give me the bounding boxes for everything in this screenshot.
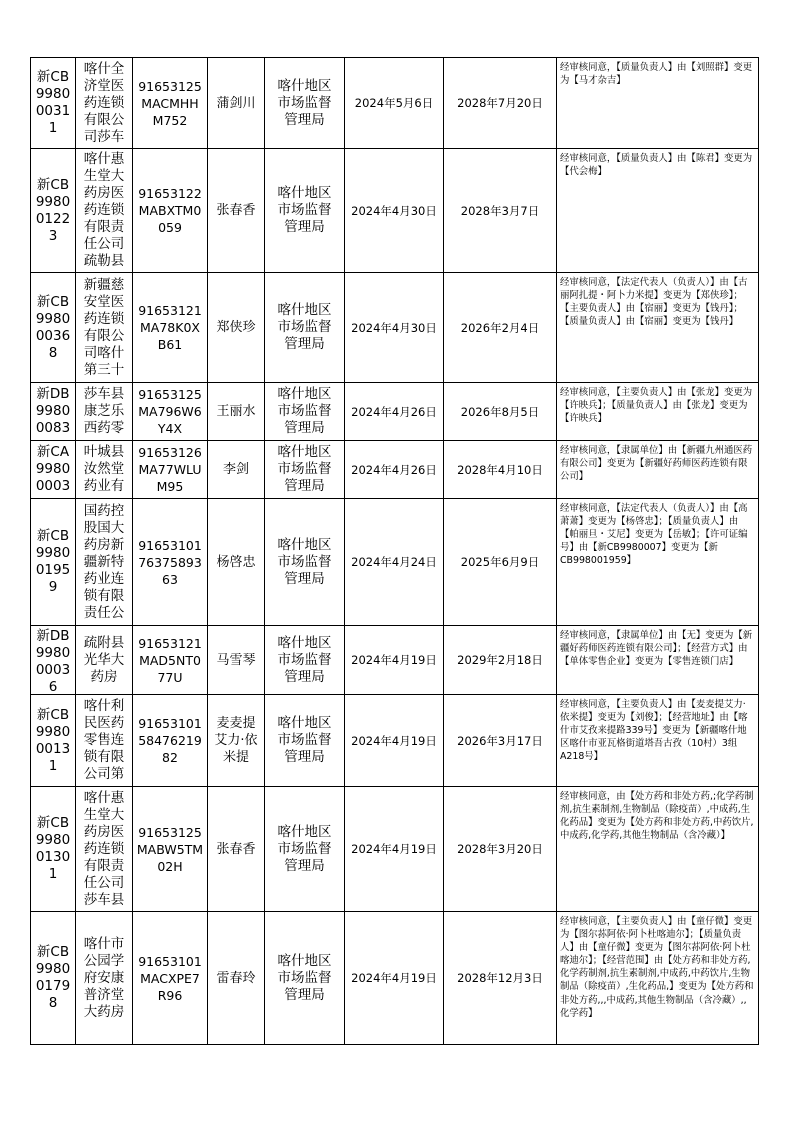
issuing-authority: 喀什地区市场监督管理局 bbox=[277, 823, 332, 874]
license-number: 新CB99800122 3 bbox=[35, 176, 71, 244]
company-name: 新疆慈安堂医药连锁有限公司喀什第三十 bbox=[83, 276, 125, 378]
issuing-authority: 喀什地区市场监督管理局 bbox=[277, 715, 332, 765]
legal-person: 麦麦提艾力·依米提 bbox=[214, 716, 258, 765]
change-note: 经审核同意，由【处方药和非处方药,;化学药制剂,抗生素制剂,生物制品（除疫苗）,中成药,生化药品】变更为【处方药和非处方药,中药饮片,中成药,化学药,其他生物制品（含冷藏）】 bbox=[560, 791, 754, 842]
table-row bbox=[31, 58, 759, 149]
expiry-date-cell bbox=[444, 383, 557, 441]
change-date-cell bbox=[345, 273, 444, 383]
change-note-cell bbox=[557, 149, 759, 273]
expiry-date: 2028年7月20日 bbox=[457, 96, 543, 110]
issuing-authority: 喀什地区市场监督管理局 bbox=[277, 77, 332, 128]
credit-code-cell bbox=[133, 149, 208, 273]
issuing-authority: 喀什地区市场监督管理局 bbox=[277, 444, 332, 494]
change-note-cell bbox=[557, 787, 759, 912]
license-number-cell bbox=[31, 787, 76, 912]
issuing-authority-cell bbox=[265, 149, 345, 273]
change-date-cell bbox=[345, 626, 444, 695]
legal-person: 李剑 bbox=[222, 462, 249, 477]
legal-person-cell bbox=[208, 499, 265, 626]
legal-person-cell bbox=[208, 695, 265, 787]
legal-person: 雷春玲 bbox=[216, 970, 256, 986]
license-number-cell bbox=[31, 499, 76, 626]
expiry-date-cell bbox=[444, 499, 557, 626]
company-name: 喀什惠生堂大药房医药连锁有限责任公司莎车县 bbox=[83, 789, 125, 908]
change-note: 经审核同意，【质量负责人】由【陈君】变更为【代会梅】 bbox=[560, 153, 753, 178]
credit-code-cell bbox=[133, 383, 208, 441]
change-note-cell bbox=[557, 58, 759, 149]
change-date: 2024年4月30日 bbox=[351, 320, 437, 335]
company-name: 喀什全济堂医药连锁有限公司莎车 bbox=[83, 60, 125, 145]
license-change-table bbox=[30, 57, 759, 1045]
company-name-cell bbox=[76, 383, 133, 441]
issuing-authority-cell bbox=[265, 695, 345, 787]
legal-person-cell bbox=[208, 383, 265, 441]
license-number-cell bbox=[31, 273, 76, 383]
credit-code: 91653121MA78K0XB61 bbox=[138, 303, 202, 352]
change-note: 经审核同意，【隶属单位】由【无】变更为【新疆好药师医药连锁有限公司】；【经营方式】由【单体零售企业】变更为【零售连锁门店】 bbox=[560, 630, 753, 668]
credit-code-cell bbox=[133, 912, 208, 1045]
license-number-cell bbox=[31, 626, 76, 695]
expiry-date: 2025年6月9日 bbox=[460, 555, 540, 569]
table-row bbox=[31, 787, 759, 912]
change-note-cell bbox=[557, 626, 759, 695]
change-note: 经审核同意，【主要负责人】由【童仔微】变更为【图尔荪阿依·阿卜杜喀迪尔】；【质量负责人】由【童仔微】变更为【图尔荪阿依·阿卜杜喀迪尔】；【经营范围】由【处方药和非处方药,化学药制剂,抗生素制剂,中成药,中药饮片,生物制品（除疫苗）,生化药品,】变更为【处方药和非处方药,,,中成药,其他生物制品（含冷藏）,,化学药】 bbox=[560, 916, 754, 1019]
change-date: 2024年4月26日 bbox=[351, 404, 437, 419]
company-name-cell bbox=[76, 58, 133, 149]
license-number: 新CB99800130 1 bbox=[35, 815, 71, 882]
license-number: 新CB99800036 8 bbox=[35, 293, 71, 361]
credit-code: 916531017637589363 bbox=[138, 537, 202, 587]
expiry-date: 2028年4月10日 bbox=[457, 462, 543, 477]
company-name-cell bbox=[76, 626, 133, 695]
table-row bbox=[31, 441, 759, 499]
credit-code-cell bbox=[133, 787, 208, 912]
change-date: 2024年4月30日 bbox=[351, 203, 437, 218]
expiry-date: 2029年2月18日 bbox=[457, 653, 543, 667]
expiry-date: 2026年3月17日 bbox=[457, 733, 543, 748]
license-number: 新CB99800031 1 bbox=[35, 69, 71, 136]
credit-code-cell bbox=[133, 273, 208, 383]
issuing-authority: 喀什地区市场监督管理局 bbox=[277, 185, 332, 235]
table-row bbox=[31, 149, 759, 273]
expiry-date-cell bbox=[444, 695, 557, 787]
table-row bbox=[31, 499, 759, 626]
change-note-cell bbox=[557, 273, 759, 383]
credit-code-cell bbox=[133, 499, 208, 626]
credit-code: 91653122MABXTM0059 bbox=[138, 186, 202, 235]
change-date-cell bbox=[345, 695, 444, 787]
issuing-authority-cell bbox=[265, 912, 345, 1045]
change-date: 2024年4月19日 bbox=[351, 653, 437, 667]
table-row bbox=[31, 912, 759, 1045]
legal-person-cell bbox=[208, 273, 265, 383]
credit-code: 916531015847621982 bbox=[138, 716, 202, 765]
change-note-cell bbox=[557, 912, 759, 1045]
issuing-authority: 喀什地区市场监督管理局 bbox=[277, 302, 332, 352]
expiry-date: 2026年8月5日 bbox=[460, 404, 540, 419]
table-row bbox=[31, 626, 759, 695]
issuing-authority-cell bbox=[265, 441, 345, 499]
table-row bbox=[31, 383, 759, 441]
legal-person-cell bbox=[208, 58, 265, 149]
license-number: 新CB99800013 1 bbox=[35, 706, 71, 774]
license-number-cell bbox=[31, 383, 76, 441]
credit-code: 91653125MABW5TM02H bbox=[136, 824, 204, 874]
change-date-cell bbox=[345, 149, 444, 273]
change-date-cell bbox=[345, 912, 444, 1045]
license-number-cell bbox=[31, 695, 76, 787]
legal-person-cell bbox=[208, 912, 265, 1045]
company-name-cell bbox=[76, 912, 133, 1045]
expiry-date-cell bbox=[444, 149, 557, 273]
legal-person: 杨啓忠 bbox=[216, 554, 256, 570]
issuing-authority: 喀什地区市场监督管理局 bbox=[277, 536, 332, 587]
legal-person: 郑侠珍 bbox=[216, 320, 256, 335]
credit-code-cell bbox=[133, 695, 208, 787]
issuing-authority-cell bbox=[265, 383, 345, 441]
company-name: 疏附县光华大药房 bbox=[83, 634, 125, 685]
company-name: 国药控股国大药房新疆新特药业连锁有限责任公 bbox=[83, 502, 125, 621]
change-date: 2024年4月19日 bbox=[351, 971, 437, 985]
expiry-date: 2026年2月4日 bbox=[460, 320, 540, 335]
credit-code: 91653101MACXPE7R96 bbox=[138, 953, 202, 1003]
change-note: 经审核同意，【隶属单位】由【新疆九州通医药有限公司】变更为【新疆好药师医药连锁有限公司】 bbox=[560, 445, 753, 483]
issuing-authority-cell bbox=[265, 626, 345, 695]
legal-person-cell bbox=[208, 441, 265, 499]
company-name: 喀什利民医药零售连锁有限公司第 bbox=[83, 698, 125, 782]
issuing-authority-cell bbox=[265, 499, 345, 626]
change-date: 2024年4月19日 bbox=[351, 733, 437, 748]
legal-person: 蒲剑川 bbox=[216, 95, 256, 111]
issuing-authority: 喀什地区市场监督管理局 bbox=[277, 952, 332, 1003]
legal-person-cell bbox=[208, 626, 265, 695]
license-number: 新CB99800195 9 bbox=[35, 528, 71, 595]
change-date-cell bbox=[345, 383, 444, 441]
legal-person: 王丽水 bbox=[216, 404, 256, 419]
table-row bbox=[31, 273, 759, 383]
change-date-cell bbox=[345, 787, 444, 912]
change-note: 经审核同意，【法定代表人（负责人）】由【高萧萧】变更为【杨啓忠】；【质量负责人】由【帕丽旦・艾尼】变更为【岳敏】；【许可证编号】由【新CB9980007】变更为【新CB998001959】 bbox=[560, 503, 748, 567]
credit-code: 91653121MAD5NT077U bbox=[138, 635, 202, 685]
credit-code-cell bbox=[133, 626, 208, 695]
license-number: 新CA99800003 bbox=[35, 444, 71, 494]
table-row bbox=[31, 695, 759, 787]
company-name-cell bbox=[76, 787, 133, 912]
expiry-date-cell bbox=[444, 787, 557, 912]
issuing-authority: 喀什地区市场监督管理局 bbox=[277, 386, 332, 436]
license-number: 新DB99800083 bbox=[35, 386, 71, 436]
license-number-cell bbox=[31, 441, 76, 499]
change-date-cell bbox=[345, 499, 444, 626]
issuing-authority-cell bbox=[265, 58, 345, 149]
expiry-date: 2028年3月20日 bbox=[457, 842, 543, 856]
change-note-cell bbox=[557, 441, 759, 499]
license-number-cell bbox=[31, 58, 76, 149]
credit-code: 91653125MACMHHM752 bbox=[138, 78, 202, 128]
company-name: 叶城县汝然堂药业有 bbox=[83, 444, 125, 494]
expiry-date-cell bbox=[444, 441, 557, 499]
expiry-date: 2028年12月3日 bbox=[457, 971, 543, 985]
expiry-date-cell bbox=[444, 58, 557, 149]
credit-code: 91653125MA796W6Y4X bbox=[138, 387, 202, 436]
issuing-authority: 喀什地区市场监督管理局 bbox=[277, 634, 332, 685]
company-name-cell bbox=[76, 273, 133, 383]
legal-person-cell bbox=[208, 787, 265, 912]
change-date-cell bbox=[345, 441, 444, 499]
issuing-authority-cell bbox=[265, 273, 345, 383]
expiry-date-cell bbox=[444, 273, 557, 383]
license-number: 新CB99800179 8 bbox=[35, 944, 71, 1011]
credit-code: 91653126MA77WLUM95 bbox=[138, 445, 202, 494]
license-number-cell bbox=[31, 912, 76, 1045]
change-note-cell bbox=[557, 695, 759, 787]
legal-person: 马雪琴 bbox=[216, 652, 256, 668]
company-name: 喀什惠生堂大药房医药连锁有限责任公司疏勒县 bbox=[83, 151, 125, 269]
company-name: 莎车县康芝乐西药零 bbox=[83, 386, 125, 436]
company-name-cell bbox=[76, 441, 133, 499]
company-name-cell bbox=[76, 695, 133, 787]
change-date-cell bbox=[345, 58, 444, 149]
legal-person-cell bbox=[208, 149, 265, 273]
change-note: 经审核同意，【法定代表人（负责人）】由【古丽阿扎提・阿卜力米提】变更为【郑侠珍】；【主要负责人】由【宿丽】变更为【钱丹】；【质量负责人】由【宿丽】变更为【钱丹】 bbox=[560, 277, 748, 328]
legal-person: 张春香 bbox=[216, 203, 256, 218]
license-number: 新DB99800003 6 bbox=[35, 627, 71, 693]
expiry-date-cell bbox=[444, 626, 557, 695]
change-date: 2024年4月19日 bbox=[351, 842, 437, 856]
change-note: 经审核同意，【质量负责人】由【刘照群】变更为【马才杂吉】 bbox=[560, 62, 753, 87]
change-note: 经审核同意，【主要负责人】由【麦麦提艾力·依米提】变更为【刘俊】；【经营地址】由【喀什市艾孜来提路339号】变更为【新疆喀什地区喀什市亚瓦格街道塔吾古孜（10村）3组A218号】 bbox=[560, 699, 748, 763]
credit-code-cell bbox=[133, 441, 208, 499]
license-number-cell bbox=[31, 149, 76, 273]
company-name-cell bbox=[76, 499, 133, 626]
change-date: 2024年4月26日 bbox=[351, 462, 437, 477]
company-name: 喀什市公园学府安康普济堂大药房 bbox=[83, 935, 125, 1020]
change-note-cell bbox=[557, 499, 759, 626]
change-note: 经审核同意，【主要负责人】由【张龙】变更为【许映兵】；【质量负责人】由【张龙】变更为【许映兵】 bbox=[560, 387, 753, 425]
issuing-authority-cell bbox=[265, 787, 345, 912]
expiry-date-cell bbox=[444, 912, 557, 1045]
change-date: 2024年5月6日 bbox=[354, 96, 434, 110]
credit-code-cell bbox=[133, 58, 208, 149]
change-date: 2024年4月24日 bbox=[351, 555, 437, 569]
company-name-cell bbox=[76, 149, 133, 273]
expiry-date: 2028年3月7日 bbox=[460, 203, 540, 218]
change-note-cell bbox=[557, 383, 759, 441]
legal-person: 张春香 bbox=[216, 841, 256, 857]
